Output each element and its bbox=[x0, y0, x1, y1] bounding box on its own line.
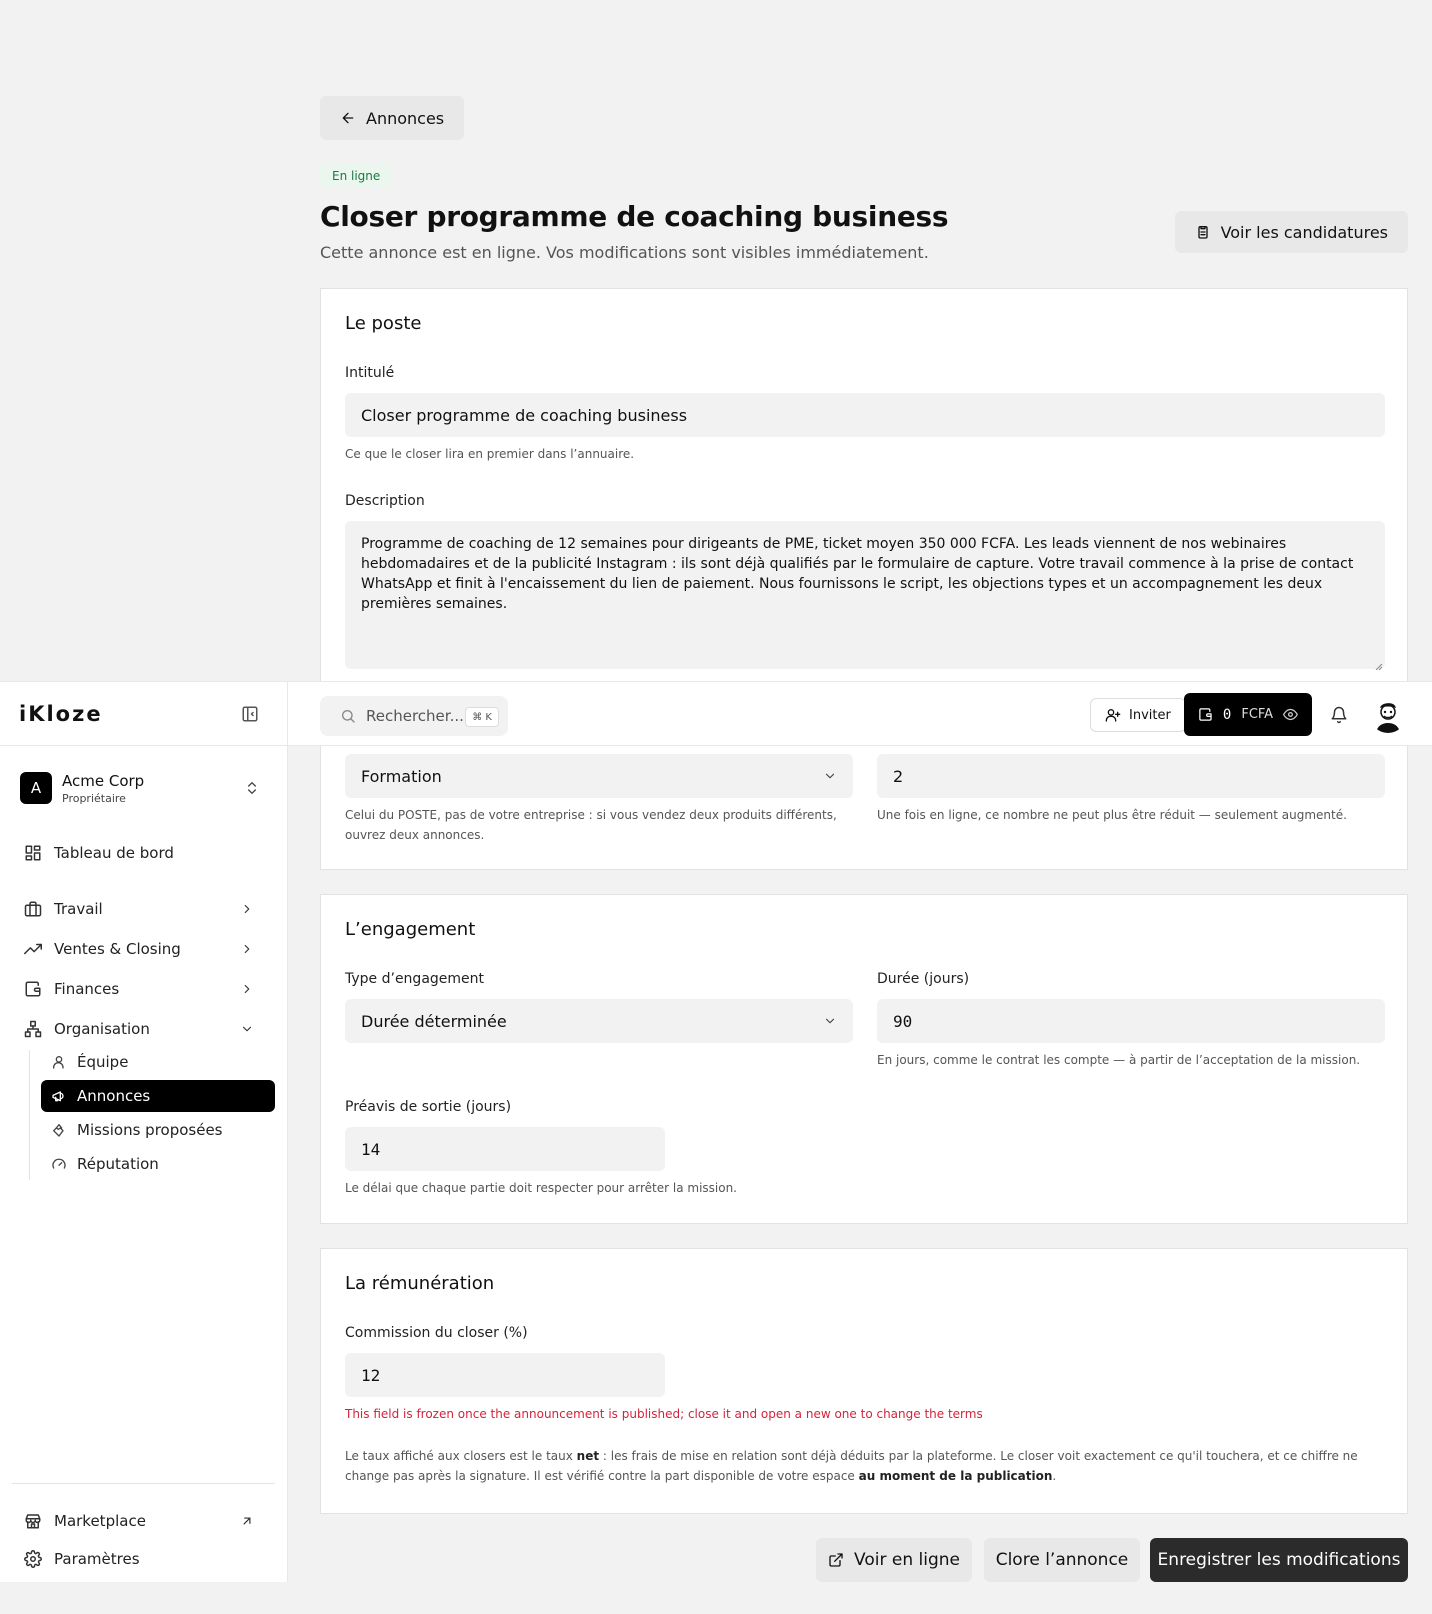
user-avatar[interactable] bbox=[1370, 697, 1406, 733]
notice-hint: Le délai que chaque partie doit respecter pour arrêter la mission. bbox=[345, 1181, 737, 1195]
sidebar-item-label: Réputation bbox=[77, 1155, 159, 1173]
category-value: Formation bbox=[361, 766, 442, 786]
submenu-line bbox=[29, 1050, 30, 1180]
chevrons-up-down-icon bbox=[244, 780, 260, 796]
commission-label: Commission du closer (%) bbox=[345, 1325, 528, 1341]
sidebar-item-label: Annonces bbox=[77, 1087, 151, 1105]
sidebar bbox=[0, 746, 288, 1582]
sidebar-item-reputation[interactable] bbox=[41, 1148, 275, 1180]
notice-label: Préavis de sortie (jours) bbox=[345, 1099, 512, 1115]
wallet-balance-button[interactable] bbox=[1184, 693, 1312, 736]
sidebar-item-label: Marketplace bbox=[54, 1512, 146, 1530]
sidebar-collapse-icon[interactable] bbox=[241, 705, 259, 723]
remuneration-card-title: La rémunération bbox=[345, 1273, 495, 1294]
invite-button[interactable] bbox=[1090, 698, 1186, 732]
network-icon bbox=[24, 1020, 42, 1038]
note-bold-net: net bbox=[576, 1449, 600, 1463]
back-to-annonces-button[interactable] bbox=[320, 96, 464, 140]
logo-text: iKloze bbox=[19, 702, 103, 726]
arrow-left-icon bbox=[340, 110, 356, 126]
description-text: Programme de coaching de 12 semaines pour dirigeants de PME, ticket moyen 350 000 FCFA. Les leads viennent de nos webinaires hebdomadaires et de la publicité Instagram : ils sont déjà qualifiés par le formulaire de capture. Votre travail commence à la prise de contact WhatsApp et finit à l'encaissement du lien de paiement. Nous fournissons le script, les objections types et un accompagnement les deux premières semaines. bbox=[361, 536, 1354, 612]
note-text-2: : les frais de mise en relation sont déjà déduits par la plateforme. Le closer voit exactement ce qu'il touchera, et ce chiffre ne change pas après la signature. Il est vérifié contre la part disponible de votre espace bbox=[345, 1449, 1358, 1483]
sidebar-item-label: Équipe bbox=[77, 1053, 129, 1071]
arrow-up-right-icon bbox=[240, 1514, 254, 1528]
org-name: Acme Corp bbox=[62, 771, 145, 790]
intitule-label: Intitulé bbox=[345, 365, 395, 381]
handshake-icon bbox=[51, 1122, 67, 1138]
engagement-card-title: L’engagement bbox=[345, 919, 476, 940]
store-icon bbox=[24, 1512, 42, 1530]
page-subtitle: Cette annonce est en ligne. Vos modifications sont visibles immédiatement. bbox=[320, 243, 929, 262]
wallet-amount: 0 bbox=[1222, 706, 1232, 723]
clipboard-icon bbox=[1195, 224, 1211, 240]
poste-card-title: Le poste bbox=[345, 313, 422, 334]
view-applications-button[interactable] bbox=[1175, 211, 1408, 253]
wallet-icon bbox=[1198, 707, 1213, 722]
view-applications-label: Voir les candidatures bbox=[1220, 222, 1388, 242]
note-bold-publication: au moment de la publication bbox=[858, 1469, 1053, 1483]
poste-card bbox=[320, 288, 1408, 870]
header-divider bbox=[287, 682, 288, 747]
duration-label: Durée (jours) bbox=[877, 971, 970, 987]
seats-hint: Une fois en ligne, ce nombre ne peut plus être réduit — seulement augmenté. bbox=[877, 808, 1347, 822]
wallet-icon bbox=[24, 980, 42, 998]
sidebar-item-label: Tableau de bord bbox=[54, 844, 174, 862]
user-icon bbox=[51, 1054, 67, 1070]
status-badge: En ligne bbox=[320, 164, 392, 188]
megaphone-icon bbox=[51, 1088, 67, 1104]
intitule-hint: Ce que le closer lira en premier dans l’annuaire. bbox=[345, 447, 635, 461]
briefcase-icon bbox=[24, 900, 42, 918]
trending-up-icon bbox=[24, 940, 42, 958]
layout-dashboard-icon bbox=[24, 844, 42, 862]
engagement-type-select[interactable] bbox=[345, 999, 853, 1043]
chevron-down-icon bbox=[823, 1014, 837, 1028]
sidebar-item-organisation[interactable] bbox=[24, 1014, 270, 1044]
view-online-label: Voir en ligne bbox=[854, 1550, 960, 1570]
seats-input[interactable]: 2 bbox=[877, 754, 1385, 798]
search-input[interactable] bbox=[320, 696, 508, 736]
sidebar-item-dashboard[interactable] bbox=[24, 838, 270, 868]
org-avatar: A bbox=[20, 772, 52, 804]
sidebar-item-marketplace[interactable] bbox=[24, 1506, 270, 1536]
sidebar-item-label: Travail bbox=[54, 900, 103, 918]
intitule-input[interactable]: Closer programme de coaching business bbox=[345, 393, 1385, 437]
sidebar-divider bbox=[12, 1483, 275, 1484]
org-role: Propriétaire bbox=[62, 791, 126, 805]
chevron-right-icon bbox=[240, 902, 254, 916]
sidebar-item-ventes[interactable] bbox=[24, 934, 270, 964]
user-plus-icon bbox=[1105, 707, 1121, 723]
note-text-3: . bbox=[1052, 1469, 1057, 1483]
search-icon bbox=[340, 708, 356, 724]
sidebar-item-label: Paramètres bbox=[54, 1550, 140, 1568]
invite-label: Inviter bbox=[1129, 707, 1171, 723]
remuneration-card bbox=[320, 1248, 1408, 1514]
sidebar-item-travail[interactable] bbox=[24, 894, 270, 924]
gauge-icon bbox=[51, 1156, 67, 1172]
chevron-right-icon bbox=[240, 982, 254, 996]
save-changes-button[interactable]: Enregistrer les modifications bbox=[1150, 1538, 1408, 1582]
page-title: Closer programme de coaching business bbox=[320, 200, 949, 233]
wallet-currency: FCFA bbox=[1241, 707, 1274, 722]
top-header bbox=[0, 681, 1432, 746]
search-shortcut: ⌘ K bbox=[465, 707, 499, 727]
gear-icon bbox=[24, 1550, 42, 1568]
duration-input[interactable]: 90 bbox=[877, 999, 1385, 1043]
sidebar-item-missions[interactable] bbox=[41, 1114, 275, 1146]
external-link-icon bbox=[828, 1552, 844, 1568]
commission-note bbox=[345, 1446, 1385, 1486]
frozen-error-message: This field is frozen once the announcement is published; close it and open a new one to change the terms bbox=[345, 1407, 983, 1421]
eye-icon[interactable] bbox=[1283, 707, 1298, 722]
chevron-down-icon bbox=[823, 769, 837, 783]
description-label: Description bbox=[345, 493, 425, 509]
engagement-card bbox=[320, 894, 1408, 1224]
sidebar-item-equipe[interactable] bbox=[41, 1046, 275, 1078]
sidebar-item-label: Missions proposées bbox=[77, 1121, 223, 1139]
category-hint: Celui du POSTE, pas de votre entreprise : si vous vendez deux produits différents, ouvrez deux annonces. bbox=[345, 808, 837, 842]
sidebar-item-label: Organisation bbox=[54, 1020, 150, 1038]
note-text-1: Le taux affiché aux closers est le taux bbox=[345, 1449, 577, 1463]
sidebar-item-annonces[interactable] bbox=[41, 1080, 275, 1112]
sidebar-item-parametres[interactable] bbox=[24, 1544, 270, 1574]
sidebar-item-label: Finances bbox=[54, 980, 120, 998]
resize-grip-icon[interactable] bbox=[1373, 657, 1383, 667]
sidebar-item-finances[interactable] bbox=[24, 974, 270, 1004]
bell-icon[interactable] bbox=[1330, 706, 1348, 724]
back-button-label: Annonces bbox=[366, 108, 445, 128]
org-switcher[interactable] bbox=[20, 768, 270, 808]
close-announcement-button[interactable]: Clore l’annonce bbox=[984, 1538, 1140, 1582]
app-logo[interactable] bbox=[19, 702, 103, 726]
chevron-right-icon bbox=[240, 942, 254, 956]
sidebar-item-label: Ventes & Closing bbox=[54, 940, 181, 958]
category-select[interactable] bbox=[345, 754, 853, 798]
description-textarea[interactable] bbox=[345, 521, 1385, 669]
org-text bbox=[62, 772, 144, 805]
view-online-button[interactable] bbox=[816, 1538, 972, 1582]
duration-hint: En jours, comme le contrat les compte — à partir de l’acceptation de la mission. bbox=[877, 1053, 1361, 1067]
chevron-down-icon bbox=[240, 1022, 254, 1036]
engagement-type-label: Type d’engagement bbox=[345, 971, 485, 987]
notice-input[interactable]: 14 bbox=[345, 1127, 665, 1171]
engagement-type-value: Durée déterminée bbox=[361, 1011, 507, 1031]
commission-input[interactable]: 12 bbox=[345, 1353, 665, 1397]
search-placeholder: Rechercher... bbox=[366, 707, 464, 725]
